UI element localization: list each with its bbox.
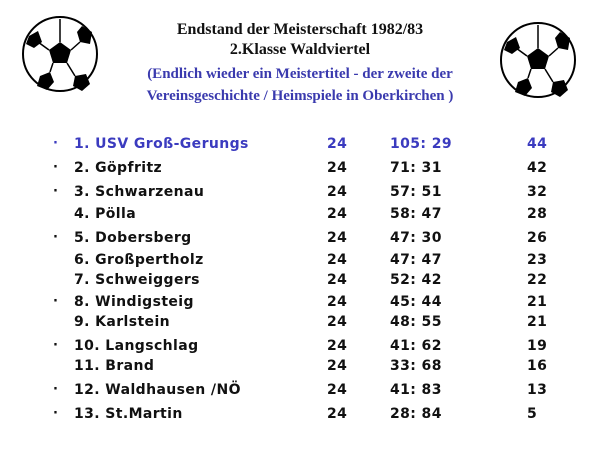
points: 32 xyxy=(527,184,548,200)
table-row xyxy=(0,314,600,335)
points: 21 xyxy=(527,294,548,310)
games-played: 24 xyxy=(327,406,348,422)
subtitle-line-1: (Endlich wieder ein Meistertitel - der zweite der xyxy=(147,66,453,82)
table-row xyxy=(0,252,600,273)
team-name: 1. USV Groß-Gerungs xyxy=(74,136,249,152)
points: 44 xyxy=(527,136,548,152)
table-row xyxy=(0,382,600,403)
subtitle-line-2: Vereinsgeschichte / Heimspiele in Oberkirchen ) xyxy=(146,88,454,104)
goal-difference: 52: 42 xyxy=(390,272,442,288)
table-row xyxy=(0,136,600,157)
team-name: 13. St.Martin xyxy=(74,406,183,422)
goal-difference: 47: 47 xyxy=(390,252,442,268)
points: 19 xyxy=(527,338,548,354)
row-bullet: · xyxy=(53,230,59,245)
goal-difference: 47: 30 xyxy=(390,230,442,246)
goal-difference: 45: 44 xyxy=(390,294,442,310)
row-bullet: · xyxy=(53,184,59,199)
goal-difference: 41: 83 xyxy=(390,382,442,398)
games-played: 24 xyxy=(327,184,348,200)
games-played: 24 xyxy=(327,382,348,398)
table-row xyxy=(0,206,600,227)
table-row xyxy=(0,358,600,379)
goal-difference: 71: 31 xyxy=(390,160,442,176)
points: 23 xyxy=(527,252,548,268)
team-name: 5. Dobersberg xyxy=(74,230,192,246)
team-name: 12. Waldhausen /NÖ xyxy=(74,382,241,398)
team-name: 6. Großpertholz xyxy=(74,252,204,268)
games-played: 24 xyxy=(327,272,348,288)
goal-difference: 33: 68 xyxy=(390,358,442,374)
games-played: 24 xyxy=(327,230,348,246)
points: 28 xyxy=(527,206,548,222)
points: 5 xyxy=(527,406,538,422)
games-played: 24 xyxy=(327,252,348,268)
team-name: 9. Karlstein xyxy=(74,314,171,330)
goal-difference: 28: 84 xyxy=(390,406,442,422)
points: 42 xyxy=(527,160,548,176)
goal-difference: 48: 55 xyxy=(390,314,442,330)
games-played: 24 xyxy=(327,294,348,310)
row-bullet: · xyxy=(53,338,59,353)
team-name: 8. Windigsteig xyxy=(74,294,194,310)
games-played: 24 xyxy=(327,136,348,152)
games-played: 24 xyxy=(327,338,348,354)
team-name: 2. Göpfritz xyxy=(74,160,163,176)
points: 13 xyxy=(527,382,548,398)
row-bullet: · xyxy=(53,406,59,421)
row-bullet: · xyxy=(53,294,59,309)
table-row xyxy=(0,184,600,205)
games-played: 24 xyxy=(327,358,348,374)
table-row xyxy=(0,338,600,359)
points: 22 xyxy=(527,272,548,288)
team-name: 7. Schweiggers xyxy=(74,272,200,288)
row-bullet: · xyxy=(53,136,59,151)
goal-difference: 58: 47 xyxy=(390,206,442,222)
team-name: 3. Schwarzenau xyxy=(74,184,205,200)
table-row xyxy=(0,294,600,315)
games-played: 24 xyxy=(327,314,348,330)
points: 16 xyxy=(527,358,548,374)
points: 21 xyxy=(527,314,548,330)
goal-difference: 41: 62 xyxy=(390,338,442,354)
page-title: Endstand der Meisterschaft 1982/83 xyxy=(176,21,424,38)
points: 26 xyxy=(527,230,548,246)
row-bullet: · xyxy=(53,160,59,175)
league-name: 2.Klasse Waldviertel xyxy=(229,41,371,58)
table-row xyxy=(0,160,600,181)
goal-difference: 57: 51 xyxy=(390,184,442,200)
games-played: 24 xyxy=(327,160,348,176)
team-name: 4. Pölla xyxy=(74,206,137,222)
games-played: 24 xyxy=(327,206,348,222)
row-bullet: · xyxy=(53,382,59,397)
table-row xyxy=(0,406,600,427)
goal-difference: 105: 29 xyxy=(390,136,452,152)
team-name: 11. Brand xyxy=(74,358,155,374)
table-row xyxy=(0,272,600,293)
team-name: 10. Langschlag xyxy=(74,338,199,354)
table-row xyxy=(0,230,600,251)
